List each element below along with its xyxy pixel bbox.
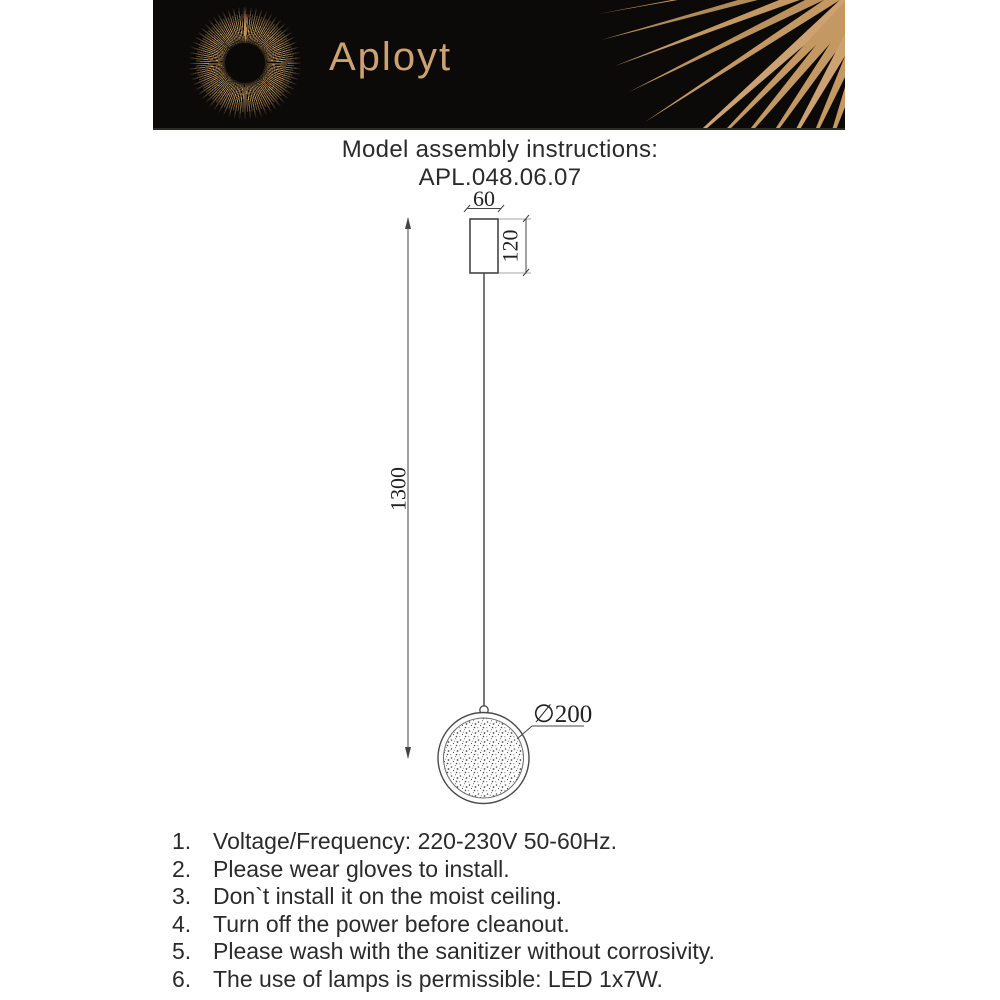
dim-canopy-height-label: 120 xyxy=(497,229,523,263)
dim-canopy-width-label: 60 xyxy=(473,186,495,211)
instruction-item xyxy=(172,856,715,884)
dim-suspension-label: 1300 xyxy=(385,467,411,511)
instruction-item xyxy=(172,911,715,939)
instruction-list xyxy=(172,828,715,994)
instruction-number: 3. xyxy=(172,883,192,910)
title-line2: APL.048.06.07 xyxy=(418,164,582,191)
dim-diameter-label: ∅200 xyxy=(533,701,593,728)
lamp-drawing xyxy=(370,183,610,833)
instruction-item xyxy=(172,828,715,856)
instruction-item xyxy=(172,883,715,911)
rays-icon xyxy=(153,0,845,128)
title-line1: Model assembly instructions: xyxy=(341,136,659,163)
instruction-text: Don`t install it on the moist ceiling. xyxy=(213,883,562,910)
instruction-text: Turn off the power before cleanout. xyxy=(213,910,570,937)
instruction-text: Voltage/Frequency: 220-230V 50-60Hz. xyxy=(213,828,618,854)
instruction-number: 4. xyxy=(172,910,192,937)
instruction-text: Please wear gloves to install. xyxy=(213,855,510,882)
instruction-number: 5. xyxy=(172,938,192,965)
instruction-number: 1. xyxy=(172,828,192,854)
instruction-number: 6. xyxy=(172,965,192,992)
instruction-item xyxy=(172,966,715,994)
instruction-text: The use of lamps is permissible: LED 1x7W. xyxy=(213,965,663,992)
instruction-text: Please wash with the sanitizer without corrosivity. xyxy=(213,938,715,965)
instruction-item xyxy=(172,938,715,966)
brand-logo-text: Aployt xyxy=(329,35,453,79)
brand-banner xyxy=(153,0,845,130)
shade-textured-circle xyxy=(444,718,524,798)
canopy-rect xyxy=(470,219,498,273)
dim-canopy-height-line xyxy=(523,215,529,276)
instruction-number: 2. xyxy=(172,855,192,882)
